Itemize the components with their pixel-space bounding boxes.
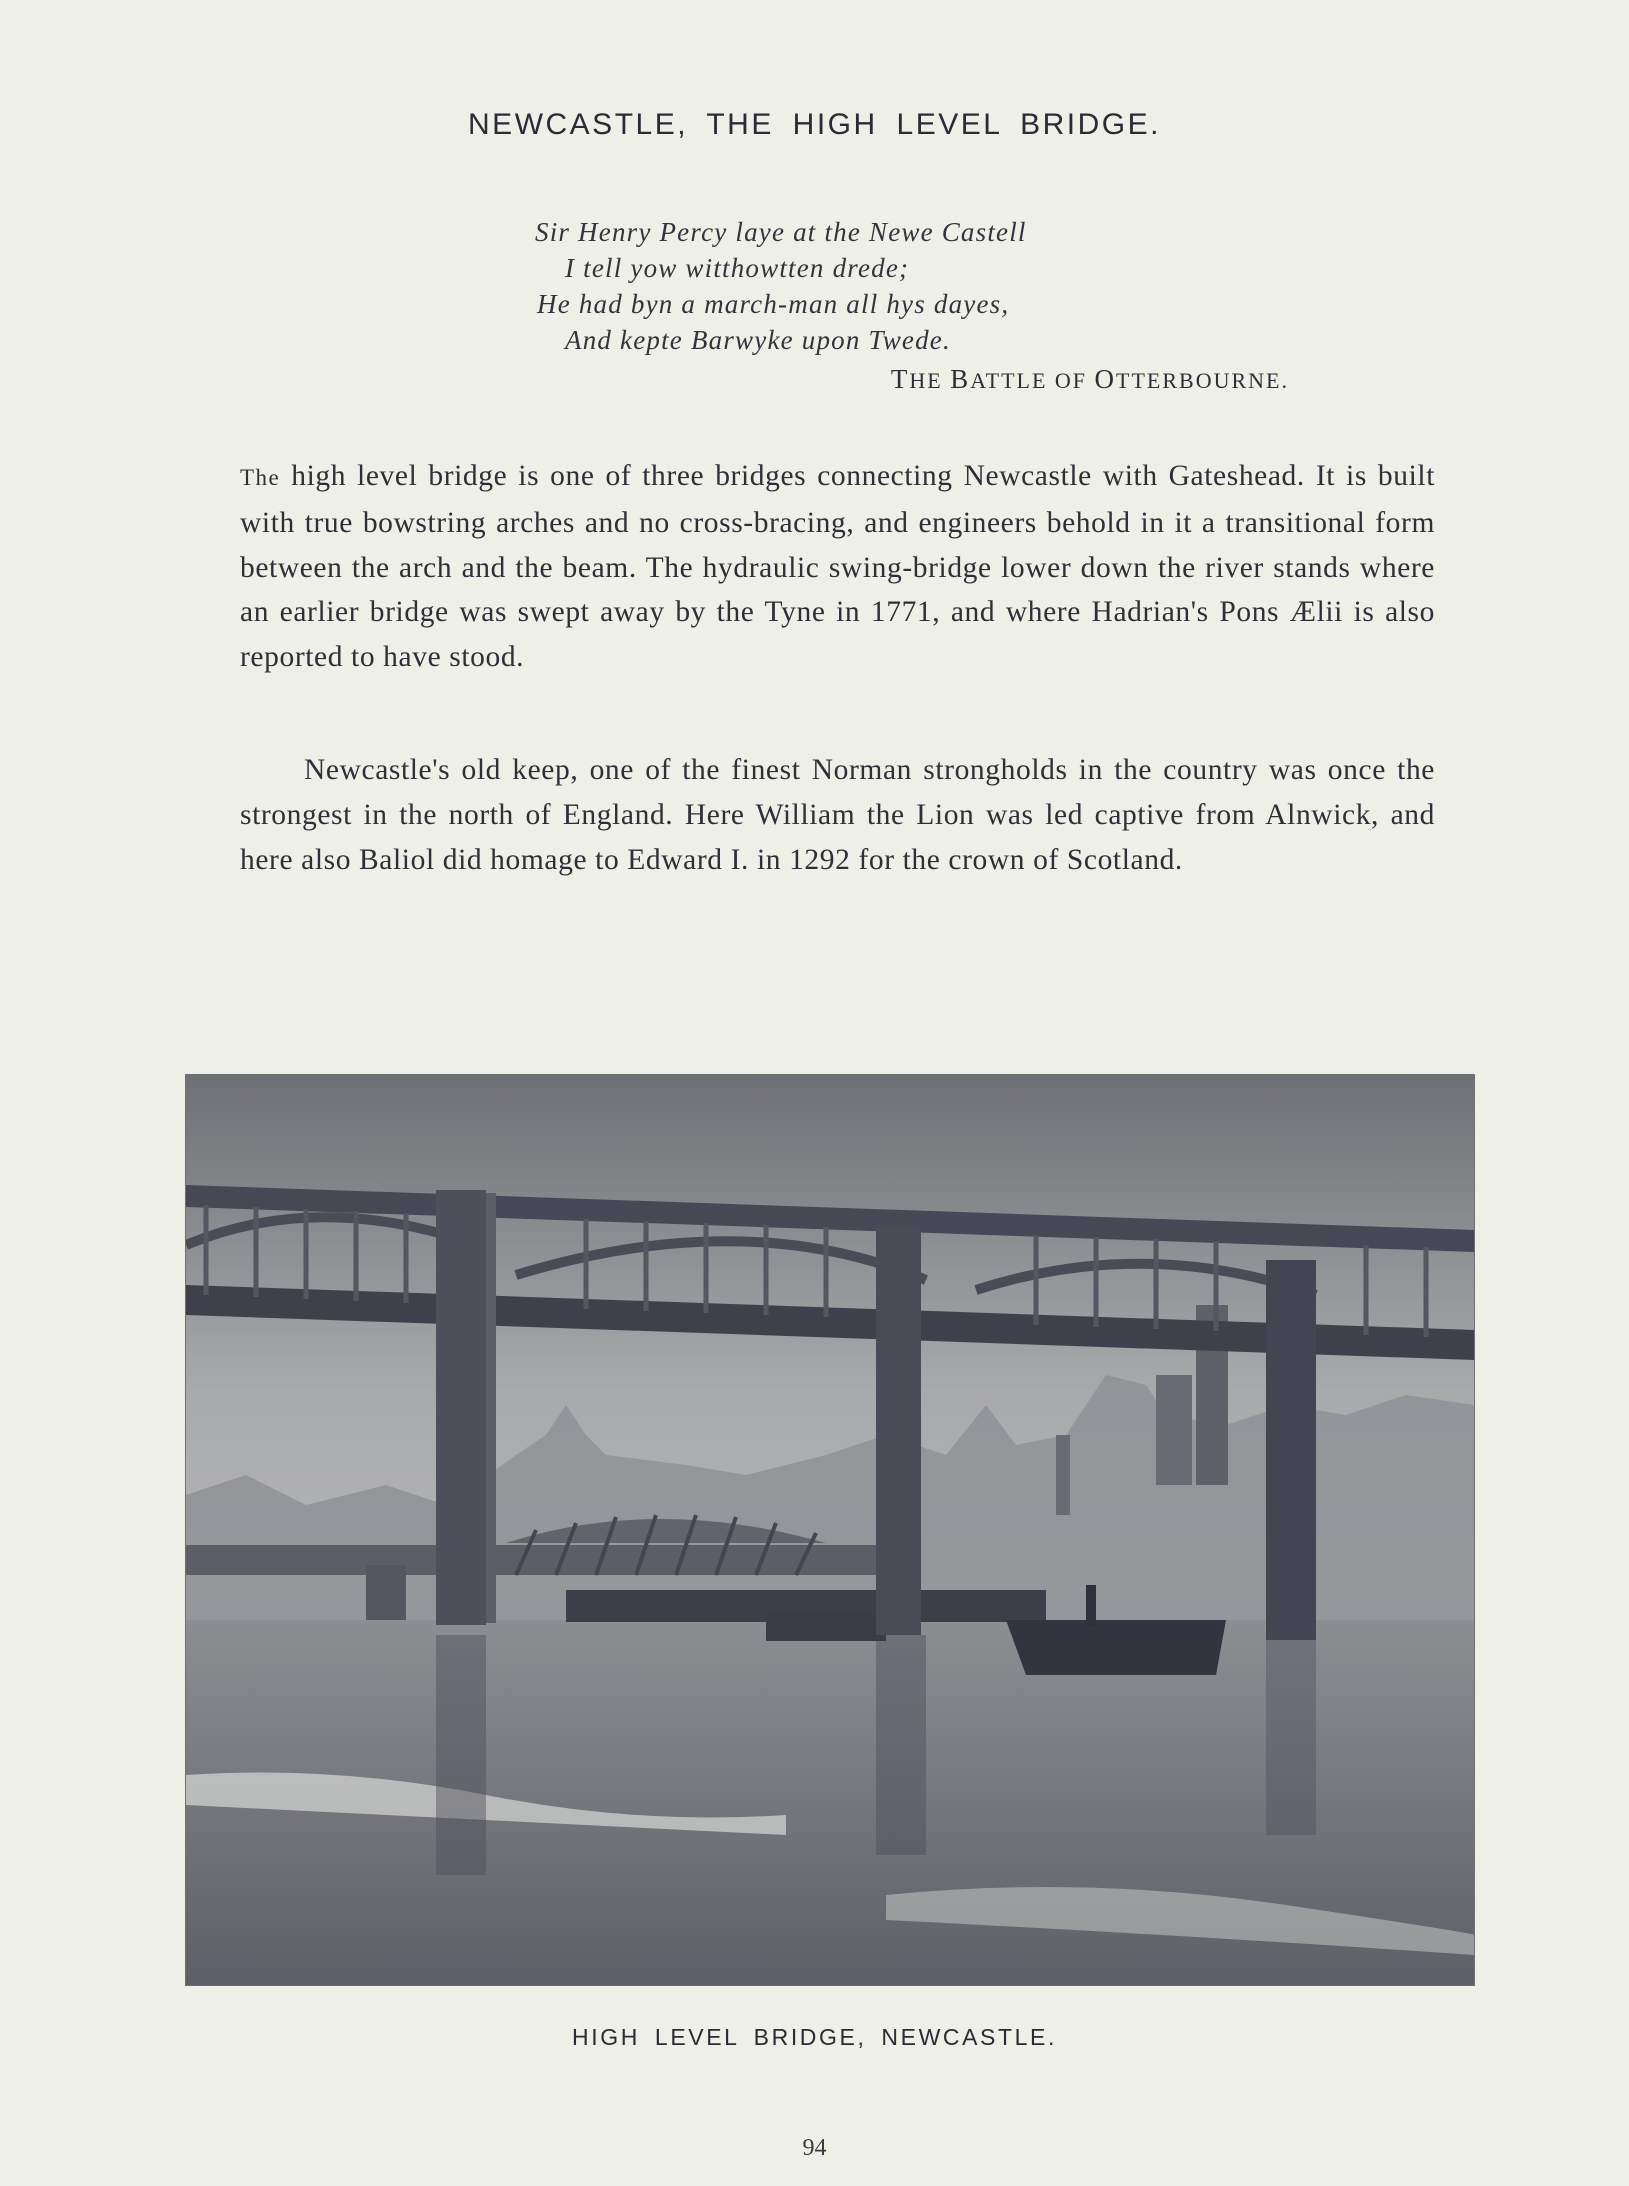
page-number: 94 [802,2135,827,2161]
verse-line-3: He had byn a march-man all hys dayes, [537,289,1010,319]
body-paragraph-2: Newcastle's old keep, one of the finest Norman strongholds in the country was once the strongest in the north of England. Here William the Lion was led captive from Alnwick, and here also Baliol did homage to Edward I. in 1292 for the crown of Scotland. [240,754,1435,876]
epigraph-verse [535,214,1027,358]
bridge-photograph [186,1075,1474,1985]
page-title: NEWCASTLE, THE HIGH LEVEL BRIDGE. [468,108,1161,141]
verse-line-4: And kepte Barwyke upon Twede. [565,325,951,355]
verse-line-1: Sir Henry Percy laye at the Newe Castell [535,217,1027,247]
body-paragraph-1 [240,454,1435,680]
verse-line-2: I tell yow witthowtten drede; [565,253,910,283]
epigraph-attribution: THE BATTLE OF OTTERBOURNE. [890,364,1289,394]
photo-caption: HIGH LEVEL BRIDGE, NEWCASTLE. [572,2024,1057,2050]
paragraph-1-text: high level bridge is one of three bridges connecting Newcastle with Gateshead. It is built with true bowstring arches and no cross-bracing, and engineers behold in it a transitional form between the arch and the beam. The hydraulic swing-bridge lower down the river stands where an earlier bridge was swept away by the Tyne in 1771, and where Hadrian's Pons Ælii is also reported to have stood. [240,460,1435,674]
paragraph-lead-word: The [240,465,281,490]
bridge-photo-illustration [186,1075,1474,1985]
